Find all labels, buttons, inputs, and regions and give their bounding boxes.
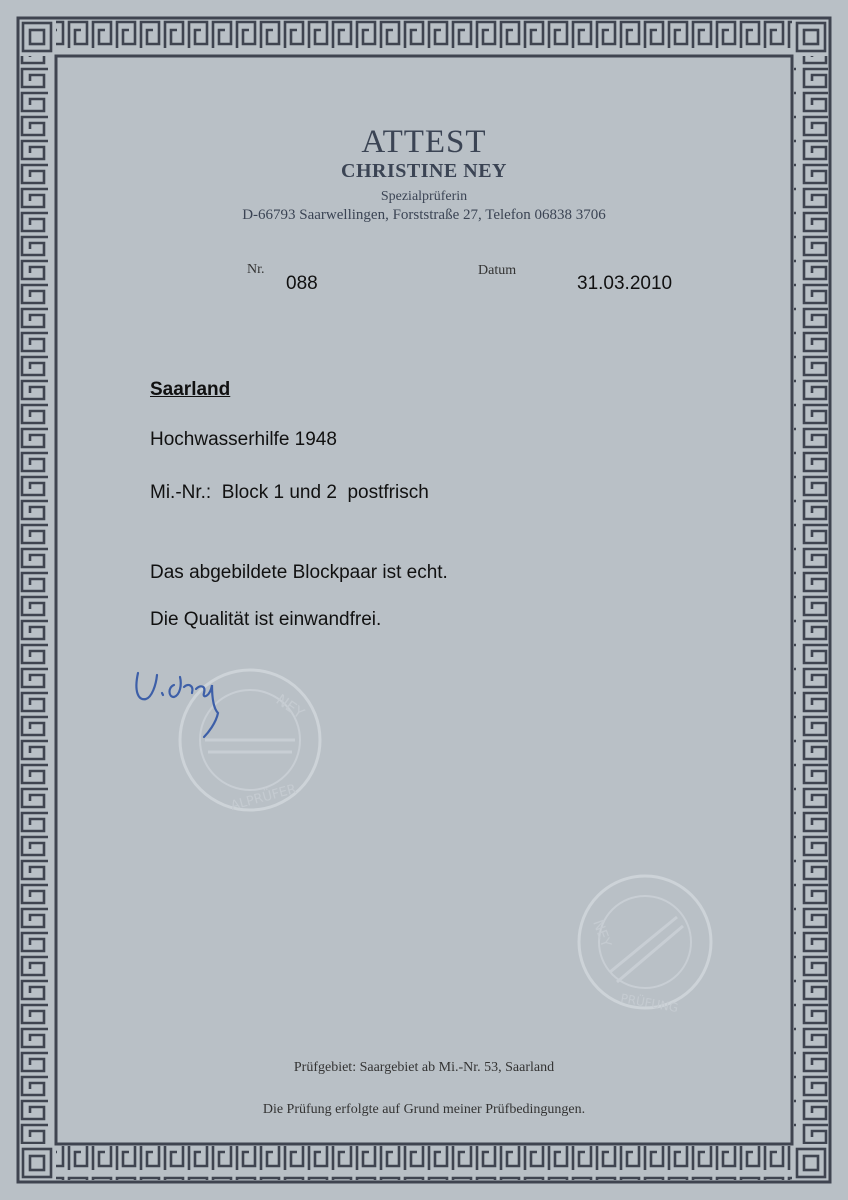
border-bottom: [56, 1146, 792, 1180]
examiner-name: CHRISTINE NEY: [341, 160, 507, 182]
number-value: 088: [286, 273, 318, 294]
examination-terms: Die Prüfung erfolgte auf Grund meiner Prüfbedingungen.: [262, 1102, 586, 1117]
seal-upper-name: NEY: [272, 690, 308, 723]
seal-upper-caption: ALPRÜFER: [229, 781, 298, 814]
examiner-address: D-66793 Saarwellingen, Forststraße 27, Telefon 06838 3706: [242, 207, 606, 223]
date-value: 31.03.2010: [577, 273, 673, 294]
border-top: [56, 20, 792, 54]
number-label: Nr.: [247, 262, 265, 277]
examiner-role: Spezialprüferin: [380, 189, 468, 204]
signature: [130, 655, 290, 745]
authenticity-statement: Das abgebildete Blockpaar ist echt.: [150, 562, 448, 583]
date-label: Datum: [478, 263, 517, 278]
certificate-title: ATTEST: [361, 124, 487, 160]
catalog-number: Mi.-Nr.: Block 1 und 2 postfrisch: [150, 482, 429, 503]
quality-statement: Die Qualität ist einwandfrei.: [150, 609, 382, 630]
embossed-seal-lower: [565, 862, 725, 1022]
seal-lower-name: NEY: [589, 917, 614, 950]
country-heading: Saarland: [150, 379, 231, 400]
issue-name: Hochwasserhilfe 1948: [150, 429, 337, 450]
seal-lower-caption: PRÜFUNG: [619, 991, 680, 1016]
examination-scope: Prüfgebiet: Saargebiet ab Mi.-Nr. 53, Saarland: [293, 1060, 555, 1075]
